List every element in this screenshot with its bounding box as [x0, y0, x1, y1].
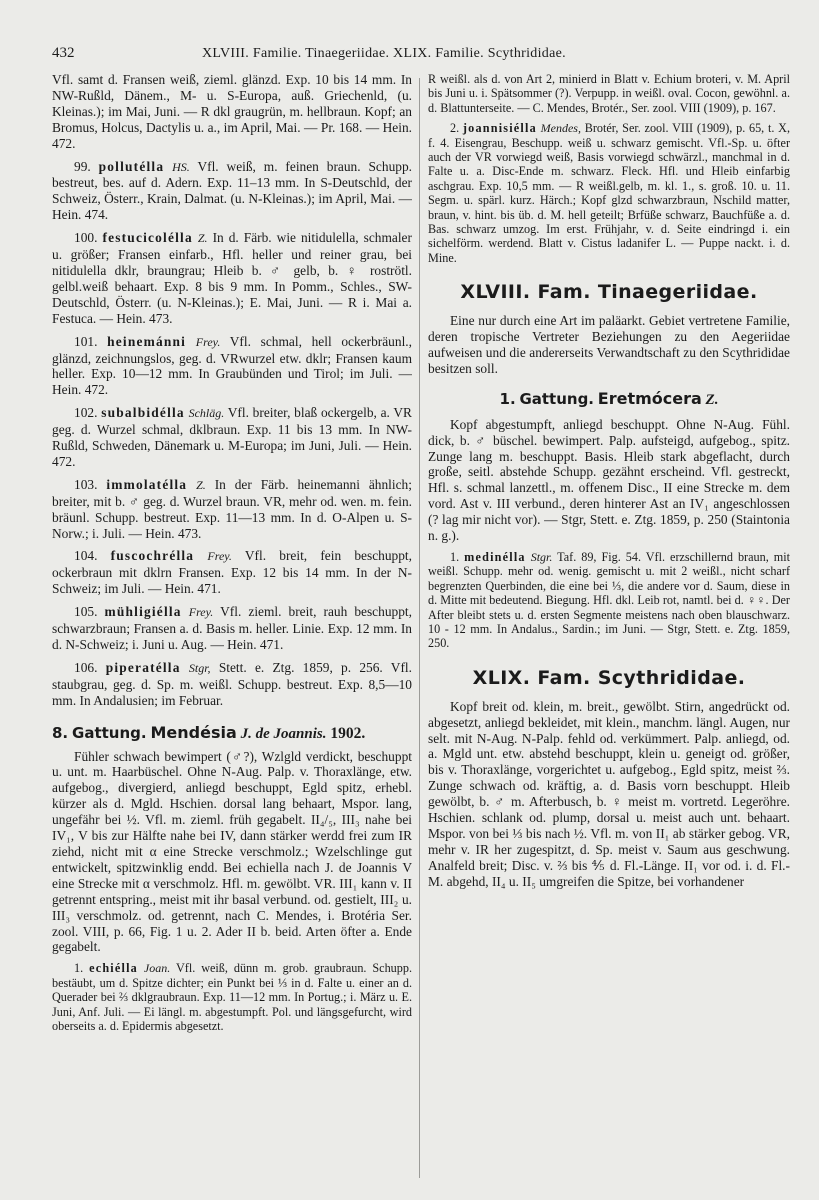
species-entry	[52, 405, 412, 470]
species-text: In d. Färb. wie nitidulella, schmaler u. größer; Fransen einfarb., Hfl. heller und reiner grau, bei nitidulella dklr, braungrau; Hleib b. ♂ gelb, b. ♀ roströtl. gelbl.weiß behaart. Exp. 8 bis 9 mm. In Pomm., Schles., SW-Deutschld, Österr. (u. N-Kleinas.); E. Mai, Juni. — R i. Mai a. Festuca. — Hein. 473.	[52, 230, 412, 326]
species-number: 105.	[74, 604, 98, 620]
species-number: 103.	[74, 476, 98, 492]
species-author: Mendes,	[540, 121, 581, 136]
genus-description: Fühler schwach bewimpert (♂?), Wzlgld verdickt, beschuppt u. unt. m. Haarbüschel. Ohne N-Aug. Palp. v. Thoraxlänge, etw. aufgebog., divergierd, anliegd beschuppt, Egld spitz, erhebl. kürzer als d. Mgld. Hschien. dorsal lang behaart, Mspor. lang, ungefähr bei ½. Vfl. m. zieml. früh gegabelt. II₄/₅, III₃ nahe bei IV₁, V bis zur Hälfte nahe bei IV, dann stärker werdd frei zum IR ziehd, nicht mit α eine Strecke verschmolz.; Wzelschlinge gut entwickelt, spitzwinklig endd. Bei echiella nach J. de Joannis V eine Strecke mit α verschmolz. Hfl. m. gewölbt. VR. III₁ kann v. II getrennt entspring., meist mit ihr basal verbund. od. gestielt, III₂ u. III₃ verschmolz. od. getrennt, nach C. Mendes, i. Brotéria Ser. zool. VIII, p. 66, Fig. 1 u. 2. Ader II b. beid. Arten öfter a. Ende gegabelt.	[52, 748, 412, 955]
species-author: Z.	[196, 477, 206, 492]
species-name: piperatélla	[105, 659, 181, 675]
species-number: 1.	[450, 549, 460, 564]
species-entry	[428, 121, 790, 265]
species-author: Z.	[197, 231, 208, 246]
species-text: Vfl. weiß, dünn m. grob. graubraun. Schupp. bestäubt, um d. Spitze dichter; ein Punkt bei ⅓ in d. Falte u. einer an d. Querader bei ⅔ dklgraubraun. Exp. 11—12 mm. In Portug.; i. März u. E. Juni, Anf. Juli. — Ei längl. m. abgestumpft. Pol. und längsgefurcht, wird oberseits a. d. Epidermis abgesetzt.	[52, 961, 412, 1033]
species-text: Brotér, Ser. zool. VIII (1909), p. 65, t. X, f. 4. Eisengrau, Beschupp. weiß u. schwarz gemischt. Vfl.-Sp. u. öfter auch der VR vorwiegd weiß, Basis vorwiegd schwärzl., manchmal in d. Falte u. a. Disc-Ende m. schwarz. Fleck. Hfl. und Hleib einfarbig aschgrau. Exp. 10,5 mm. — R weißl.gelb, m. kl. 1., s. groß. 10. u. 11. Segm. u. spärl. kurz. Härch.; Kopf glzd schwarzbraun, Nschild matter, braun, v. hint. bis üb. d. M. hell geteilt; Brfüße schwarz, Bauchfüße a. d. Bas. schwarz umzog. Im erst. Frühjahr, v. d. Seite eindringd i. ein sichelförm. werdend. Blatt v. Cistus ladanifer L. — Puppe nackt. i. d. Mine.	[428, 121, 790, 265]
entry-continuation: R weißl. als d. von Art 2, minierd in Blatt v. Echium broteri, v. M. April bis Juni u. i. Spätsommer (?). Verpupp. in weißl. oval. Cocon, gewöhnl. a. d. Blattunterseite. — C. Mendes, Brotér., Ser. zool. VIII (1909), p. 167.	[428, 72, 790, 115]
species-entry	[52, 660, 412, 709]
species-author: Frey.	[195, 334, 221, 349]
page-header	[52, 40, 782, 68]
family-heading: XLVIII. Fam. Tinaegeriidae.	[460, 281, 758, 304]
species-author: Frey.	[207, 549, 232, 564]
species-entry	[52, 477, 412, 542]
species-entry	[52, 961, 412, 1033]
species-author: Frey.	[188, 605, 214, 620]
species-number: 2.	[450, 121, 460, 136]
species-number: 106.	[74, 659, 98, 675]
species-text: Vfl. breiter, blaß ockergelb, a. VR geg. d. Wurzel schmal, dklbraun. Exp. 11 bis 13 mm. In NW-Rußld, Schweden, Dänemark u. M-Europa; im Juni, Juli. — Hein. 472.	[52, 405, 412, 469]
species-name: medinélla	[464, 549, 526, 564]
genus-heading: 1. Gattung. Eretmócera Z.	[499, 388, 719, 408]
family-heading: XLIX. Fam. Scythrididae.	[472, 666, 746, 689]
species-name: heinemánni	[107, 333, 187, 349]
species-name: pollutélla	[98, 158, 165, 174]
species-entry	[52, 159, 412, 224]
right-column	[428, 72, 790, 1187]
species-number: 101.	[74, 333, 98, 349]
species-number: 1.	[74, 961, 84, 976]
family-description: Kopf breit od. klein, m. breit., gewölbt. Stirn, angedrückt od. abgesetzt, anliegd bekleidet, mit klein., manchm. längl. Augen, nur selt. mit N-Aug. N-Palp. fehld od. verkümmert. Palp. anliegd, od. a. Mgld unt. etw. abstehd beschuppt, klein u. geneigt od. größer, bis v. Thoraxlänge, vorgerichtet u. aufgebog., Egld spitz, meist ⅔. Zunge schwach od. kräftig, a. d. Basis vorn beschuppt. Hleib gewölbt, b. ♂ m. Afterbusch, b. ♀ meist m. vortretd. Legeröhre. Hschien. schlank od. plump, dorsal u. meist auch unt. behaart. Mspor. von bei ⅓ bis nach ½. Vfl. m. von II₁ ab stärker gebog. VR, mehr v. IR her zugespitzt, d. Sp. meist v. Saum aus geschwung. Analfeld breit; Disc. v. ⅔ bis ⅘ d. Fl.-Länge. II₁ vor od. i. d. Fl.-M. abgehd, II₄ u. II₅ umgreifen die Spitze, bei vorhandener	[428, 698, 790, 889]
species-name: immolatélla	[106, 476, 188, 492]
species-text: Stett. e. Ztg. 1859, p. 256. Vfl. staubgrau, geg. d. Sp. m. weißl. Schupp. bestreut. Exp. 8,5—10 mm. In Andalusien; im Februar.	[52, 659, 412, 708]
species-number: 104.	[74, 548, 98, 564]
species-number: 99.	[74, 158, 91, 174]
species-author: Stgr.	[530, 549, 553, 564]
species-number: 100.	[74, 230, 98, 246]
species-text: Vfl. weiß, m. feinen braun. Schupp. bestreut, bes. auf d. Adern. Exp. 11–13 mm. In S-Deutschld, der Schweiz, Österr., Krain, Dalmat. (u. N-Kleinas.); im April, Mai. — Hein. 474.	[52, 158, 412, 223]
genus-description: Kopf abgestumpft, anliegd beschuppt. Ohne N-Aug. Fühl. dick, b. ♂ büschel. bewimpert. Palp. aufsteigd, aufgebog., spitz. Zunge lang m. beschuppt. Basis. Hleib stark abgeflacht, durch große, seitl. abstehde Schupp. gezähnt erscheind. Vfl. gestreckt, Hfl. s. schmal lanzettl., m. offenem Disc., II eine Strecke m. dem vord. Ast v. III verbund., deren hinterer Ast an IV₁ angeschlossen (? lag mir nicht vor). — Stgr, Stett. e. Ztg. 1859, p. 250 (Staintonia n. g.).	[428, 416, 790, 544]
species-name: joannisiélla	[462, 121, 537, 136]
species-text: In der Färb. heinemanni ähnlich; breiter, mit b. ♂ geg. d. Wurzel braun. VR, mehr od. wen. m. fein. bräunl. Schupp. bestreut. Exp. 11—13 mm. In d. O-Alpen u. S-Norw.; i. Juli. — Hein. 473.	[52, 476, 412, 541]
species-author: HS.	[172, 159, 190, 174]
species-text: Vfl. schmal, hell ockerbräunl., glänzd, zeichnungslos, geg. d. VRwurzel etw. dklr; Fransen kaum heller. Exp. 10—12 mm. In Graubünden und Tirol; im Juli. — Hein. 472.	[52, 333, 412, 398]
running-title: XLVIII. Familie. Tinaegeriidae. XLIX. Familie. Scythrididae.	[202, 46, 566, 61]
page-number: 432	[52, 45, 75, 61]
species-text: Vfl. breit, fein beschuppt, ockerbraun mit dklrn Fransen. Exp. 12 bis 14 mm. In der N-Schweiz; im Juli. — Hein. 471.	[52, 548, 412, 597]
family-description: Eine nur durch eine Art im paläarkt. Gebiet vertretene Familie, deren tropische Vertreter Beziehungen zu den Aegeriidae aufweisen und die andererseits Verwandtschaft zu den Scythrididae besitzen soll.	[428, 313, 790, 376]
species-author: Stgr,	[188, 660, 211, 675]
species-text: Vfl. zieml. breit, rauh beschuppt, schwarzbraun; Fransen a. d. Basis m. heller. Linie. Exp. 12 mm. In d. N-Schweiz; i. Juni u. Aug. — Hein. 471.	[52, 604, 412, 652]
species-number: 102.	[74, 405, 98, 421]
species-entry	[52, 604, 412, 653]
species-author: Schläg.	[188, 406, 225, 421]
species-name: fuscochrélla	[110, 548, 195, 564]
column-divider	[419, 78, 420, 1178]
genus-heading: 8. Gattung. Mendésia J. de Joannis. 1902.	[52, 722, 366, 742]
species-name: mühligiélla	[104, 604, 182, 620]
species-name: echiélla	[89, 961, 138, 976]
entry-continuation: Vfl. samt d. Fransen weiß, zieml. glänzd. Exp. 10 bis 14 mm. In NW-Rußld, Dänem., M- u. S-Europa, auß. Griechenld, (u. Kleinas.); im Mai, Juni. — R dkl graugrün, m. hellbraun. Kopf; an Bromus, Holcus, Dactylis u. a., im April, Mai. — Pr. 168. — Hein. 472.	[52, 72, 412, 151]
species-entry	[52, 334, 412, 399]
species-entry	[428, 550, 790, 651]
species-author: Joan.	[143, 961, 171, 976]
species-entry	[52, 230, 412, 326]
species-name: subalbidélla	[101, 405, 185, 421]
species-text: Taf. 89, Fig. 54. Vfl. erzschillernd braun, mit weißl. Schupp. mehr od. wenig. gemischt u. mit 2 weißl., nicht scharf begrenzten Querbinden, die eine bei ⅓, die andere vor d. Saum, diese in d. Mitte mit bedeutend. Biegung. Hfl. dkl. Leib rot, namtl. bei d. ♀♀. Der After bleibt stets u. d. ersten Segmente meistens nach oben blauschwarz. 10 - 12 mm. In Andalus., Sardin.; im Juni. — Stgr, Stett. e. Ztg. 1859, 250.	[428, 549, 790, 651]
left-column	[52, 72, 412, 1172]
species-name: festucicolélla	[102, 230, 193, 246]
species-entry	[52, 548, 412, 597]
